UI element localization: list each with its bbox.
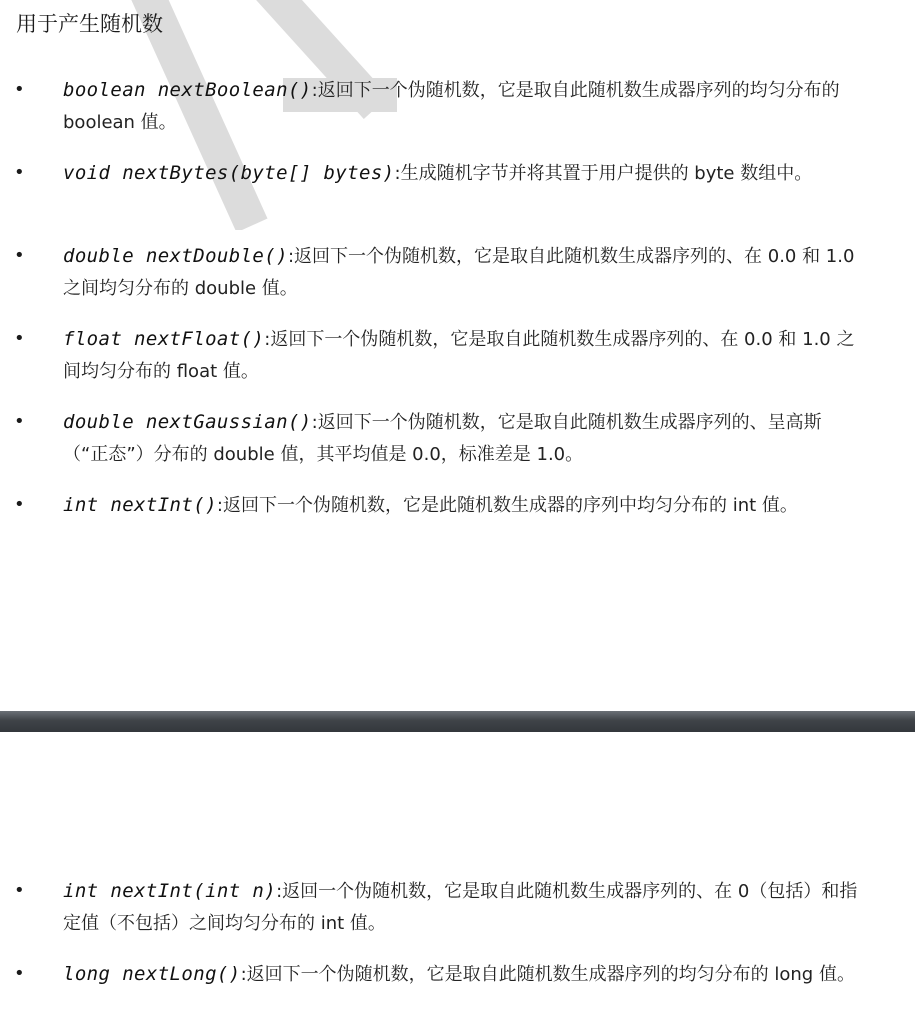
bullet: • [14, 880, 25, 901]
method-description: :返回下一个伪随机数，它是取自此随机数生成器序列的均匀分布的 boolean 值。 [63, 80, 840, 133]
method-entry [63, 958, 863, 991]
bullet: • [14, 245, 25, 266]
bullet: • [14, 494, 25, 515]
method-entry [63, 875, 863, 940]
method-description: :返回下一个伪随机数，它是此随机数生成器的序列中均匀分布的 int 值。 [216, 495, 798, 516]
method-entry [63, 323, 863, 388]
method-description: :生成随机字节并将其置于用户提供的 byte 数组中。 [394, 163, 813, 184]
method-entry [63, 406, 863, 471]
method-entry [63, 74, 863, 139]
bullet: • [14, 963, 25, 984]
method-description: :返回下一个伪随机数，它是取自此随机数生成器序列的、在 0.0 和 1.0 之间均匀分布的 float 值。 [63, 329, 855, 382]
page-title: 用于产生随机数 [16, 12, 163, 36]
page-divider [0, 711, 915, 732]
bullet: • [14, 79, 25, 100]
method-signature: boolean nextBoolean() [63, 79, 312, 101]
method-signature: void nextBytes(byte[] bytes) [63, 162, 395, 184]
method-entry [63, 240, 863, 305]
bullet: • [14, 328, 25, 349]
method-entry [63, 489, 863, 522]
method-signature: int nextInt() [63, 494, 217, 516]
method-description: :返回一个伪随机数，它是取自此随机数生成器序列的、在 0（包括）和指定值（不包括）之间均匀分布的 int 值。 [63, 881, 858, 934]
method-signature: long nextLong() [63, 963, 241, 985]
method-signature: double nextGaussian() [63, 411, 312, 433]
method-signature: int nextInt(int n) [63, 880, 277, 902]
method-description: :返回下一个伪随机数，它是取自此随机数生成器序列的、在 0.0 和 1.0 之间均匀分布的 double 值。 [63, 246, 855, 299]
method-description: :返回下一个伪随机数，它是取自此随机数生成器序列的、呈高斯（“正态”）分布的 double 值，其平均值是 0.0，标准差是 1.0。 [63, 412, 822, 465]
method-signature: double nextDouble() [63, 245, 288, 267]
method-signature: float nextFloat() [63, 328, 265, 350]
method-description: :返回下一个伪随机数，它是取自此随机数生成器序列的均匀分布的 long 值。 [240, 964, 855, 985]
method-entry [63, 157, 863, 190]
bullet: • [14, 411, 25, 432]
bullet: • [14, 162, 25, 183]
